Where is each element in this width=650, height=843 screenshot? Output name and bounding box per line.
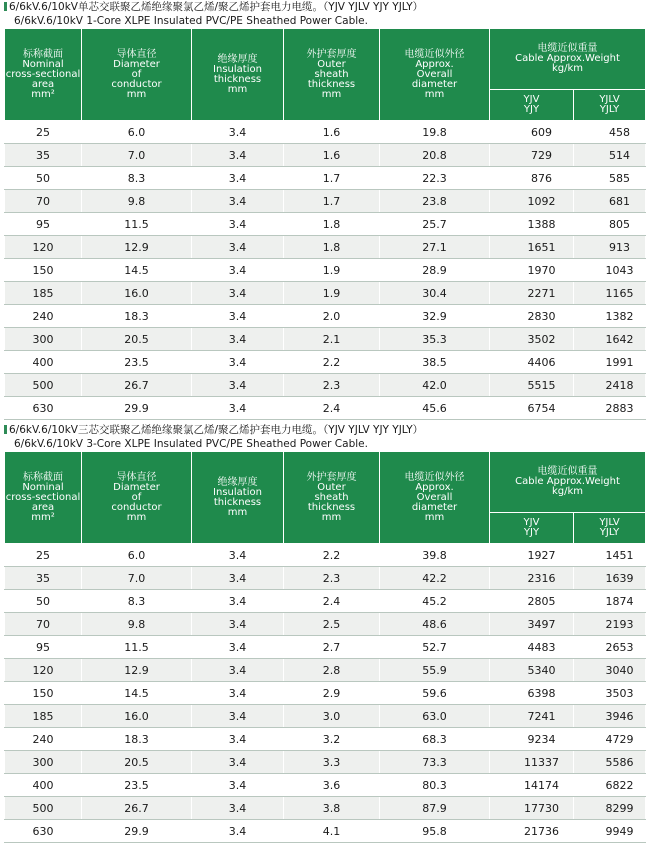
table-cell: 3.3 [284, 751, 380, 774]
table-cell: 150 [5, 682, 82, 705]
header-overall-diameter-line: Approx. [415, 58, 454, 70]
table-cell: 2.8 [284, 659, 380, 682]
table-cell: 3.4 [192, 167, 284, 190]
table-cell: 3.4 [192, 636, 284, 659]
table-cell: 11.5 [82, 213, 192, 236]
table-cell: 70 [5, 190, 82, 213]
header-insulation-thickness-line: Insulation [213, 486, 262, 498]
table-cell: 1388 [490, 213, 574, 236]
table-cell: 2.4 [284, 397, 380, 420]
table-cell: 2.9 [284, 682, 380, 705]
table-cell: 35.3 [380, 328, 490, 351]
table-cell: 3.6 [284, 774, 380, 797]
header-conductor-diameter-line: 导体直径 [116, 48, 157, 60]
table-cell: 87.9 [380, 797, 490, 820]
table-cell: 9.8 [82, 613, 192, 636]
header-overall-diameter-line: Overall [416, 491, 453, 503]
three-core-section [0, 423, 650, 843]
table-cell: 5340 [490, 659, 574, 682]
table-cell: 95 [5, 213, 82, 236]
table-cell: 35 [5, 567, 82, 590]
table-cell: 2.3 [284, 374, 380, 397]
table-cell: 7.0 [82, 567, 192, 590]
header-sheath-thickness [284, 29, 380, 121]
table-cell: 3.4 [192, 282, 284, 305]
table-cell: 1451 [574, 544, 646, 567]
table-cell: 2.5 [284, 613, 380, 636]
table-cell: 73.3 [380, 751, 490, 774]
header-cable-weight-line: Cable Approx.Weight [515, 476, 620, 487]
table-cell: 14174 [490, 774, 574, 797]
header-overall-diameter-line: 电缆近似外径 [404, 48, 465, 60]
table-cell: 50 [5, 167, 82, 190]
table-cell: 9234 [490, 728, 574, 751]
table-cell: 8299 [574, 797, 646, 820]
table-cell: 45.6 [380, 397, 490, 420]
header-nominal-area-line: area [31, 501, 55, 513]
header-cable-weight-line: 电缆近似重量 [537, 466, 598, 477]
table-cell: 729 [490, 144, 574, 167]
table-cell: 1651 [490, 236, 574, 259]
table-cell: 3.4 [192, 397, 284, 420]
table-cell: 1927 [490, 544, 574, 567]
table-cell: 2805 [490, 590, 574, 613]
header-weight-copper-line: YJY [523, 104, 540, 115]
table-cell: 27.1 [380, 236, 490, 259]
header-cable-weight-line: kg/km [551, 486, 584, 497]
header-nominal-area-line: 标称截面 [23, 48, 63, 60]
header-insulation-thickness [192, 29, 284, 121]
header-conductor-diameter-line: 导体直径 [116, 471, 157, 483]
table-cell: 23.8 [380, 190, 490, 213]
table-cell: 20.5 [82, 751, 192, 774]
header-nominal-area-line: Nominal [22, 481, 64, 493]
table-cell: 35 [5, 144, 82, 167]
header-conductor-diameter-line: conductor [111, 78, 162, 90]
table-cell: 3503 [574, 682, 646, 705]
table-cell: 5515 [490, 374, 574, 397]
table-cell: 3.4 [192, 659, 284, 682]
table-cell: 2830 [490, 305, 574, 328]
table-row [5, 190, 646, 213]
header-conductor-diameter-line: mm [126, 511, 147, 523]
table-cell: 55.9 [380, 659, 490, 682]
header-nominal-area [5, 29, 82, 121]
table-cell: 3497 [490, 613, 574, 636]
three-core-title-en: 6/6kV.6/10kV 3-Core XLPE Insulated PVC/PE Sheathed Power Cable. [14, 438, 368, 450]
table-cell: 18.3 [82, 728, 192, 751]
table-cell: 3.4 [192, 144, 284, 167]
table-cell: 2316 [490, 567, 574, 590]
table-cell: 7241 [490, 705, 574, 728]
single-core-title-en: 6/6kV.6/10kV 1-Core XLPE Insulated PVC/PE Sheathed Power Cable. [14, 15, 368, 27]
header-weight-aluminium-line: YJLY [599, 527, 620, 538]
table-row [5, 682, 646, 705]
table-cell: 63.0 [380, 705, 490, 728]
table-cell: 3.4 [192, 728, 284, 751]
table-cell: 8.3 [82, 590, 192, 613]
table-cell: 1092 [490, 190, 574, 213]
table-cell: 3.4 [192, 328, 284, 351]
table-cell: 3.4 [192, 682, 284, 705]
table-row [5, 728, 646, 751]
header-overall-diameter [380, 29, 490, 121]
table-cell: 50 [5, 590, 82, 613]
table-cell: 3.4 [192, 590, 284, 613]
table-cell: 1165 [574, 282, 646, 305]
table-cell: 6.0 [82, 121, 192, 144]
table-cell: 3.4 [192, 259, 284, 282]
header-sheath-thickness-line: mm [321, 511, 342, 523]
table-row [5, 213, 646, 236]
table-cell: 2193 [574, 613, 646, 636]
table-cell: 80.3 [380, 774, 490, 797]
header-conductor-diameter-line: conductor [111, 501, 162, 513]
table-cell: 3.0 [284, 705, 380, 728]
header-conductor-diameter-line: Diameter [113, 481, 160, 493]
table-cell: 26.7 [82, 797, 192, 820]
header-sheath-thickness-line: Outer [317, 481, 346, 493]
header-weight-copper-line: YJY [523, 527, 540, 538]
table-cell: 42.2 [380, 567, 490, 590]
table-cell: 876 [490, 167, 574, 190]
table-cell: 300 [5, 328, 82, 351]
table-cell: 48.6 [380, 613, 490, 636]
header-overall-diameter [380, 452, 490, 544]
table-cell: 1.7 [284, 167, 380, 190]
table-cell: 29.9 [82, 820, 192, 843]
header-conductor-diameter [82, 452, 192, 544]
header-insulation-thickness-line: thickness [213, 496, 262, 508]
table-cell: 19.8 [380, 121, 490, 144]
table-cell: 6754 [490, 397, 574, 420]
table-cell: 1874 [574, 590, 646, 613]
table-cell: 6822 [574, 774, 646, 797]
table-row [5, 282, 646, 305]
table-cell: 609 [490, 121, 574, 144]
table-cell: 3040 [574, 659, 646, 682]
table-row [5, 374, 646, 397]
table-row [5, 397, 646, 420]
table-cell: 1970 [490, 259, 574, 282]
table-cell: 32.9 [380, 305, 490, 328]
table-cell: 95 [5, 636, 82, 659]
three-core-title-cn: 6/6kV.6/10kV三芯交联聚乙烯绝缘聚氯乙烯/聚乙烯护套电力电缆。（YJV YJLV YJY YJLY） [9, 424, 424, 436]
table-cell: 300 [5, 751, 82, 774]
table-cell: 805 [574, 213, 646, 236]
header-insulation-thickness [192, 452, 284, 544]
table-cell: 1382 [574, 305, 646, 328]
table-cell: 2.2 [284, 544, 380, 567]
header-conductor-diameter [82, 29, 192, 121]
table-cell: 1.6 [284, 144, 380, 167]
header-weight-copper-line: YJV [523, 94, 540, 105]
header-weight-copper [490, 90, 574, 121]
table-cell: 3.4 [192, 820, 284, 843]
table-row [5, 144, 646, 167]
table-cell: 9949 [574, 820, 646, 843]
header-cable-weight-line: 电缆近似重量 [537, 43, 598, 54]
header-sheath-thickness [284, 452, 380, 544]
header-sheath-thickness-line: sheath [314, 491, 349, 503]
table-cell: 150 [5, 259, 82, 282]
table-cell: 240 [5, 305, 82, 328]
header-overall-diameter-line: 电缆近似外径 [404, 471, 465, 483]
table-cell: 514 [574, 144, 646, 167]
table-cell: 2418 [574, 374, 646, 397]
table-cell: 6398 [490, 682, 574, 705]
header-overall-diameter-line: mm [424, 88, 445, 100]
table-cell: 12.9 [82, 659, 192, 682]
table-cell: 28.9 [380, 259, 490, 282]
three-core-heading [0, 423, 650, 451]
header-cable-weight-line: Cable Approx.Weight [515, 53, 620, 64]
table-cell: 11.5 [82, 636, 192, 659]
table-cell: 3.4 [192, 190, 284, 213]
header-sheath-thickness-line: thickness [307, 78, 356, 90]
table-cell: 3946 [574, 705, 646, 728]
header-weight-copper [490, 513, 574, 544]
table-cell: 4483 [490, 636, 574, 659]
single-core-title-cn: 6/6kV.6/10kV单芯交联聚乙烯绝缘聚氯乙烯/聚乙烯护套电力电缆。（YJV YJLV YJY YJLY） [9, 1, 424, 13]
header-insulation-thickness-line: mm [227, 83, 248, 95]
table-cell: 3.4 [192, 751, 284, 774]
table-cell: 630 [5, 820, 82, 843]
table-cell: 22.3 [380, 167, 490, 190]
table-cell: 59.6 [380, 682, 490, 705]
table-cell: 23.5 [82, 351, 192, 374]
header-nominal-area-line: area [31, 78, 55, 90]
table-cell: 39.8 [380, 544, 490, 567]
header-sheath-thickness-line: mm [321, 88, 342, 100]
header-insulation-thickness-line: mm [227, 506, 248, 518]
table-cell: 1.8 [284, 213, 380, 236]
table-cell: 3.4 [192, 305, 284, 328]
table-cell: 5586 [574, 751, 646, 774]
table-cell: 585 [574, 167, 646, 190]
table-cell: 185 [5, 282, 82, 305]
header-sheath-thickness-line: thickness [307, 501, 356, 513]
table-cell: 25 [5, 544, 82, 567]
table-row [5, 751, 646, 774]
table-row [5, 236, 646, 259]
table-cell: 20.5 [82, 328, 192, 351]
single-core-table [4, 28, 646, 420]
table-cell: 2.1 [284, 328, 380, 351]
header-nominal-area-line: mm² [31, 511, 55, 523]
table-cell: 2.7 [284, 636, 380, 659]
table-row [5, 567, 646, 590]
table-cell: 4.1 [284, 820, 380, 843]
table-cell: 3.4 [192, 213, 284, 236]
table-cell: 20.8 [380, 144, 490, 167]
table-cell: 1991 [574, 351, 646, 374]
table-cell: 913 [574, 236, 646, 259]
header-insulation-thickness-line: 绝缘厚度 [217, 476, 258, 488]
header-nominal-area-line: 标称截面 [23, 471, 63, 483]
table-cell: 120 [5, 236, 82, 259]
table-cell: 3.4 [192, 705, 284, 728]
header-weight-copper-line: YJV [523, 517, 540, 528]
table-row [5, 797, 646, 820]
table-row [5, 259, 646, 282]
table-cell: 3.4 [192, 121, 284, 144]
table-cell: 29.9 [82, 397, 192, 420]
table-cell: 12.9 [82, 236, 192, 259]
table-cell: 3.4 [192, 544, 284, 567]
header-conductor-diameter-line: mm [126, 88, 147, 100]
header-nominal-area [5, 452, 82, 544]
table-row [5, 820, 646, 843]
table-cell: 2.2 [284, 351, 380, 374]
header-nominal-area-line: cross-sectional [5, 491, 81, 503]
table-cell: 2271 [490, 282, 574, 305]
table-cell: 18.3 [82, 305, 192, 328]
table-cell: 4406 [490, 351, 574, 374]
table-cell: 3.4 [192, 236, 284, 259]
header-overall-diameter-line: mm [424, 511, 445, 523]
table-cell: 4729 [574, 728, 646, 751]
table-cell: 1.9 [284, 259, 380, 282]
table-cell: 42.0 [380, 374, 490, 397]
table-cell: 45.2 [380, 590, 490, 613]
table-cell: 52.7 [380, 636, 490, 659]
header-cable-weight [490, 452, 646, 513]
table-row [5, 328, 646, 351]
table-row [5, 613, 646, 636]
table-cell: 9.8 [82, 190, 192, 213]
table-row [5, 351, 646, 374]
single-core-heading [0, 0, 650, 28]
table-cell: 1642 [574, 328, 646, 351]
table-cell: 2.0 [284, 305, 380, 328]
header-nominal-area-line: mm² [31, 88, 55, 100]
table-cell: 500 [5, 797, 82, 820]
table-cell: 3.4 [192, 567, 284, 590]
header-weight-aluminium-line: YJLV [599, 517, 620, 528]
header-overall-diameter-line: Overall [416, 68, 453, 80]
table-cell: 400 [5, 774, 82, 797]
table-cell: 1.7 [284, 190, 380, 213]
table-cell: 16.0 [82, 282, 192, 305]
table-cell: 38.5 [380, 351, 490, 374]
header-conductor-diameter-line: of [131, 491, 142, 503]
header-insulation-thickness-line: Insulation [213, 63, 262, 75]
table-cell: 14.5 [82, 259, 192, 282]
table-cell: 400 [5, 351, 82, 374]
table-cell: 3.4 [192, 797, 284, 820]
three-core-table [4, 451, 646, 843]
table-cell: 6.0 [82, 544, 192, 567]
single-core-section [0, 0, 650, 420]
header-weight-aluminium-line: YJLY [599, 104, 620, 115]
table-cell: 11337 [490, 751, 574, 774]
header-sheath-thickness-line: sheath [314, 68, 349, 80]
table-cell: 681 [574, 190, 646, 213]
table-cell: 1639 [574, 567, 646, 590]
table-cell: 3.4 [192, 374, 284, 397]
table-cell: 8.3 [82, 167, 192, 190]
header-conductor-diameter-line: Diameter [113, 58, 160, 70]
heading-bullet-icon [4, 425, 7, 434]
header-overall-diameter-line: diameter [411, 78, 458, 90]
table-cell: 7.0 [82, 144, 192, 167]
table-cell: 1043 [574, 259, 646, 282]
table-cell: 3.4 [192, 351, 284, 374]
table-row [5, 167, 646, 190]
heading-bullet-icon [4, 2, 7, 11]
table-cell: 458 [574, 121, 646, 144]
table-cell: 3.4 [192, 613, 284, 636]
table-cell: 23.5 [82, 774, 192, 797]
header-insulation-thickness-line: thickness [213, 73, 262, 85]
table-row [5, 121, 646, 144]
table-cell: 25.7 [380, 213, 490, 236]
table-cell: 95.8 [380, 820, 490, 843]
header-nominal-area-line: Nominal [22, 58, 64, 70]
table-cell: 1.9 [284, 282, 380, 305]
header-sheath-thickness-line: 外护套厚度 [306, 48, 357, 60]
header-weight-aluminium-line: YJLV [599, 94, 620, 105]
table-cell: 21736 [490, 820, 574, 843]
table-cell: 16.0 [82, 705, 192, 728]
table-cell: 25 [5, 121, 82, 144]
header-conductor-diameter-line: of [131, 68, 142, 80]
table-cell: 500 [5, 374, 82, 397]
table-cell: 2883 [574, 397, 646, 420]
header-overall-diameter-line: Approx. [415, 481, 454, 493]
table-cell: 630 [5, 397, 82, 420]
header-cable-weight-line: kg/km [551, 63, 584, 74]
table-cell: 2.4 [284, 590, 380, 613]
table-cell: 3.8 [284, 797, 380, 820]
table-cell: 185 [5, 705, 82, 728]
header-overall-diameter-line: diameter [411, 501, 458, 513]
table-row [5, 636, 646, 659]
header-sheath-thickness-line: 外护套厚度 [306, 471, 357, 483]
table-cell: 1.8 [284, 236, 380, 259]
table-cell: 14.5 [82, 682, 192, 705]
header-weight-aluminium [574, 90, 646, 121]
table-row [5, 774, 646, 797]
table-cell: 30.4 [380, 282, 490, 305]
table-row [5, 305, 646, 328]
table-cell: 3502 [490, 328, 574, 351]
table-row [5, 659, 646, 682]
header-nominal-area-line: cross-sectional [5, 68, 81, 80]
header-weight-aluminium [574, 513, 646, 544]
table-cell: 240 [5, 728, 82, 751]
table-cell: 2.3 [284, 567, 380, 590]
table-cell: 26.7 [82, 374, 192, 397]
table-cell: 17730 [490, 797, 574, 820]
table-cell: 3.4 [192, 774, 284, 797]
table-cell: 120 [5, 659, 82, 682]
table-row [5, 590, 646, 613]
table-cell: 3.2 [284, 728, 380, 751]
table-cell: 70 [5, 613, 82, 636]
table-row [5, 544, 646, 567]
table-cell: 68.3 [380, 728, 490, 751]
header-sheath-thickness-line: Outer [317, 58, 346, 70]
table-cell: 2653 [574, 636, 646, 659]
table-cell: 1.6 [284, 121, 380, 144]
table-row [5, 705, 646, 728]
header-insulation-thickness-line: 绝缘厚度 [217, 53, 258, 65]
header-cable-weight [490, 29, 646, 90]
